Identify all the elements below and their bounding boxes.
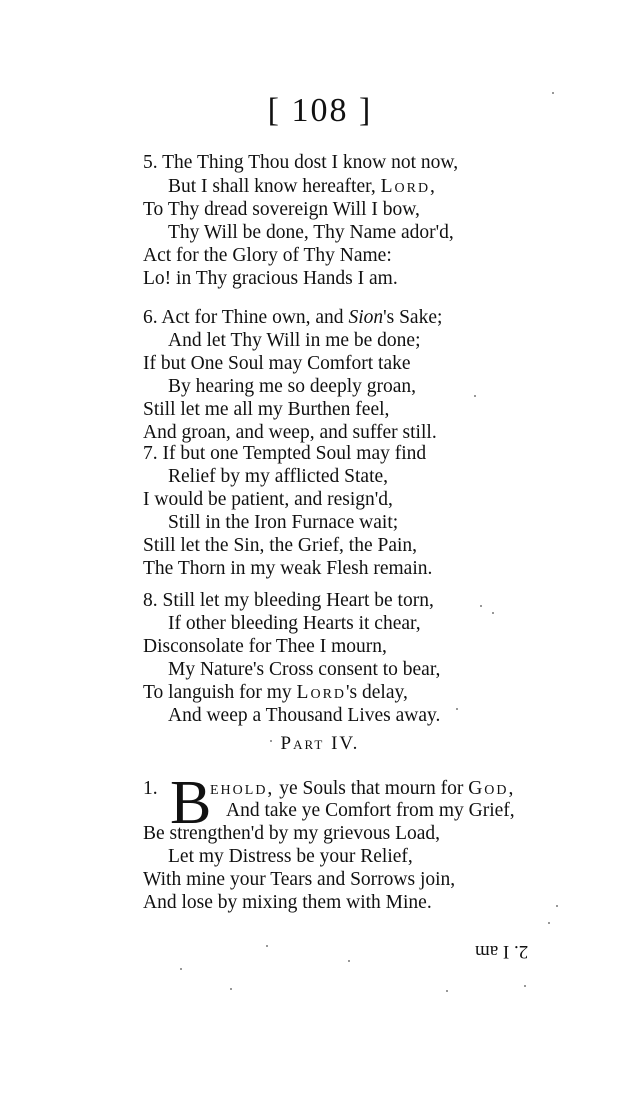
verse-line: Lo! in Thy gracious Hands I am. [143, 268, 398, 289]
verse-line [143, 682, 408, 704]
verse-line: And lose by mixing them with Mine. [143, 892, 432, 913]
verse-line: If but One Soul may Comfort take [143, 353, 411, 374]
part-heading: Part IV. [280, 733, 360, 754]
verse-line: Still in the Iron Furnace wait; [168, 512, 399, 533]
stanza-number: 1. [143, 778, 158, 799]
verse-line [143, 307, 442, 329]
ink-speck [548, 922, 550, 924]
verse-line: With mine your Tears and Sorrows join, [143, 869, 456, 890]
verse-line: To Thy dread sovereign Will I bow, [143, 199, 420, 220]
verse-text: 6. Act for Thine own, and [143, 307, 349, 328]
verse-line: If other bleeding Hearts it chear, [168, 613, 421, 634]
god-word: God, [468, 778, 516, 799]
ink-speck [446, 990, 448, 992]
verse-text: To languish for my [143, 682, 297, 703]
ink-speck [552, 92, 554, 94]
ink-speck [270, 740, 272, 742]
verse-line: Let my Distress be your Relief, [168, 846, 413, 867]
drop-capital: B [170, 769, 212, 837]
lord-word: Lord, [380, 176, 437, 197]
verse-line: Disconsolate for Thee I mourn, [143, 636, 387, 657]
sion-word: Sion [348, 307, 384, 328]
ink-speck [492, 612, 494, 614]
verse-text: ehold, [210, 778, 275, 799]
ink-speck [480, 605, 482, 607]
verse-text: But I shall know hereafter, [168, 176, 381, 197]
ink-speck [456, 708, 458, 710]
verse-line: And take ye Comfort from my Grief, [226, 800, 515, 821]
verse-line: Still let the Sin, the Grief, the Pain, [143, 535, 418, 556]
ink-speck [524, 985, 526, 987]
verse-line: Be strengthen'd by my grievous Load, [143, 823, 441, 844]
ink-speck [556, 905, 558, 907]
verse-line: Relief by my afflicted State, [168, 466, 389, 487]
ink-speck [348, 960, 350, 962]
ink-speck [474, 395, 476, 397]
verse-line: 5. The Thing Thou dost I know not now, [143, 152, 459, 173]
verse-line: Still let me all my Burthen feel, [143, 399, 390, 420]
verse-line: Act for the Glory of Thy Name: [143, 245, 392, 266]
verse-line [168, 176, 437, 198]
verse-line: I would be patient, and resign'd, [143, 489, 393, 510]
verse-line: The Thorn in my weak Flesh remain. [143, 558, 433, 579]
verse-text: ye Souls that mourn for [274, 778, 469, 799]
verse-line: 7. If but one Tempted Soul may find [143, 443, 427, 464]
ink-speck [266, 945, 268, 947]
verse-text: 's Sake; [383, 307, 443, 328]
verse-line [210, 778, 515, 800]
verse-line: And let Thy Will in me be done; [168, 330, 421, 351]
page-number: [ 108 ] [267, 92, 373, 129]
catchword: 2. I am [475, 941, 529, 962]
verse-line: And groan, and weep, and suffer still. [143, 422, 437, 443]
verse-line: My Nature's Cross consent to bear, [168, 659, 441, 680]
verse-line: And weep a Thousand Lives away. [168, 705, 441, 726]
ink-speck [180, 968, 182, 970]
verse-line: Thy Will be done, Thy Name ador'd, [168, 222, 454, 243]
lord-word: Lord [296, 682, 347, 703]
verse-line: 8. Still let my bleeding Heart be torn, [143, 590, 434, 611]
ink-speck [230, 988, 232, 990]
verse-line: By hearing me so deeply groan, [168, 376, 417, 397]
verse-text: 's delay, [346, 682, 408, 703]
